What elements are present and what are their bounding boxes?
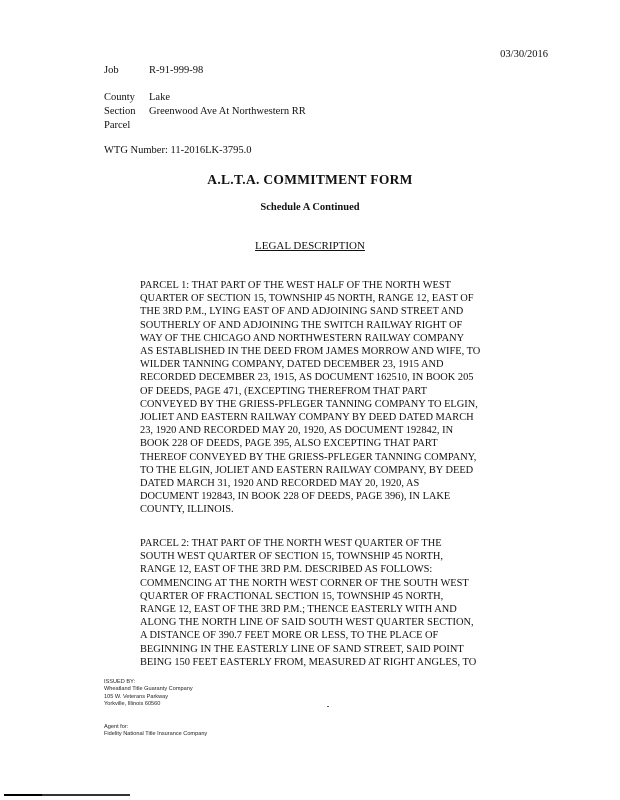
job-label: Job xyxy=(104,65,119,76)
text-line: COUNTY, ILLINOIS. xyxy=(140,504,234,516)
text-line: SOUTHERLY OF AND ADJOINING THE SWITCH RAILWAY RIGHT OF xyxy=(140,319,463,331)
issued-by-label: ISSUED BY: xyxy=(104,679,136,685)
parcel-2-description xyxy=(140,537,525,669)
scan-speck xyxy=(327,706,329,707)
agent-label: Agent for: xyxy=(104,724,129,730)
text-line: 23, 1920 AND RECORDED MAY 20, 1920, AS DOCUMENT 192842, IN xyxy=(140,425,454,437)
text-line: PARCEL 2: THAT PART OF THE NORTH WEST QUARTER OF THE xyxy=(140,538,442,549)
text-line: QUARTER OF SECTION 15, TOWNSHIP 45 NORTH, RANGE 12, EAST OF xyxy=(140,293,474,305)
section-row xyxy=(104,105,306,119)
form-title: A.L.T.A. COMMITMENT FORM xyxy=(207,172,413,187)
text-line: RANGE 12, EAST OF THE 3RD P.M.; THENCE EASTERLY WITH AND xyxy=(140,604,457,616)
text-line: CONVEYED BY THE GRIESS-PFLEGER TANNING COMPANY TO ELGIN, xyxy=(140,398,478,410)
issuer-name: Wheatland Title Guaranty Company xyxy=(104,686,193,693)
job-value: R-91-999-98 xyxy=(149,65,204,76)
text-line: JOLIET AND EASTERN RAILWAY COMPANY BY DEED DATED MARCH xyxy=(140,412,474,424)
wtg-number: WTG Number: 11-2016LK-3795.0 xyxy=(104,145,252,156)
text-line: SOUTH WEST QUARTER OF SECTION 15, TOWNSHIP 45 NORTH, xyxy=(140,551,443,563)
county-row xyxy=(104,91,306,105)
issuer-city: Yorkville, Illinois 60560 xyxy=(104,701,161,708)
issuer-street: 105 W. Veterans Parkway xyxy=(104,693,169,700)
text-line: PARCEL 1: THAT PART OF THE WEST HALF OF THE NORTH WEST xyxy=(140,280,451,291)
text-line: OF DEEDS, PAGE 471, (EXCEPTING THEREFROM THAT PART xyxy=(140,385,427,397)
text-line: DOCUMENT 192843, IN BOOK 228 OF DEEDS, PAGE 396), IN LAKE xyxy=(140,491,451,503)
text-line: A DISTANCE OF 390.7 FEET MORE OR LESS, TO THE PLACE OF xyxy=(140,630,439,642)
county-value: Lake xyxy=(149,92,170,103)
county-label: County xyxy=(104,92,135,103)
text-line: TO THE ELGIN, JOLIET AND EASTERN RAILWAY COMPANY, BY DEED xyxy=(140,464,474,476)
form-subtitle: Schedule A Continued xyxy=(260,202,360,213)
text-line: COMMENCING AT THE NORTH WEST CORNER OF THE SOUTH WEST xyxy=(140,577,469,589)
document-date: 03/30/2016 xyxy=(500,49,548,60)
agent-block xyxy=(104,724,207,739)
footer-rule-accent xyxy=(4,794,42,796)
legal-description-heading: LEGAL DESCRIPTION xyxy=(255,240,365,252)
text-line: AS ESTABLISHED IN THE DEED FROM JAMES MORROW AND WIFE, TO xyxy=(140,346,481,358)
section-label: Section xyxy=(104,106,136,117)
text-line: RECORDED DECEMBER 23, 1915, AS DOCUMENT 162510, IN BOOK 205 xyxy=(140,372,474,384)
job-block xyxy=(104,64,203,78)
text-line: BEING 150 FEET EASTERLY FROM, MEASURED AT RIGHT ANGLES, TO xyxy=(140,656,477,668)
issued-by-block xyxy=(104,679,193,709)
text-line: THEREOF CONVEYED BY THE GRIESS-PFLEGER TANNING COMPANY, xyxy=(140,451,477,463)
parcel-1-description xyxy=(140,279,525,517)
text-line: WAY OF THE CHICAGO AND NORTHWESTERN RAILWAY COMPANY xyxy=(140,332,465,344)
text-line: RANGE 12, EAST OF THE 3RD P.M. DESCRIBED AS FOLLOWS: xyxy=(140,564,433,576)
job-row xyxy=(104,64,203,78)
section-value: Greenwood Ave At Northwestern RR xyxy=(149,106,306,117)
text-line: BEGINNING IN THE EASTERLY LINE OF SAND STREET, SAID POINT xyxy=(140,643,464,655)
agent-company: Fidelity National Title Insurance Company xyxy=(104,731,208,738)
text-line: THE 3RD P.M., LYING EAST OF AND ADJOINING SAND STREET AND xyxy=(140,306,464,318)
parcel-row xyxy=(104,119,306,133)
text-line: BOOK 228 OF DEEDS, PAGE 395, ALSO EXCEPTING THAT PART xyxy=(140,438,438,450)
text-line: QUARTER OF FRACTIONAL SECTION 15, TOWNSHIP 45 NORTH, xyxy=(140,590,444,602)
parcel-label: Parcel xyxy=(104,120,131,131)
location-block xyxy=(104,91,306,133)
text-line: DATED MARCH 31, 1920 AND RECORDED MAY 20, 1920, AS xyxy=(140,478,420,490)
text-line: WILDER TANNING COMPANY, DATED DECEMBER 23, 1915 AND xyxy=(140,359,444,371)
text-line: ALONG THE NORTH LINE OF SAID SOUTH WEST QUARTER SECTION, xyxy=(140,617,474,629)
